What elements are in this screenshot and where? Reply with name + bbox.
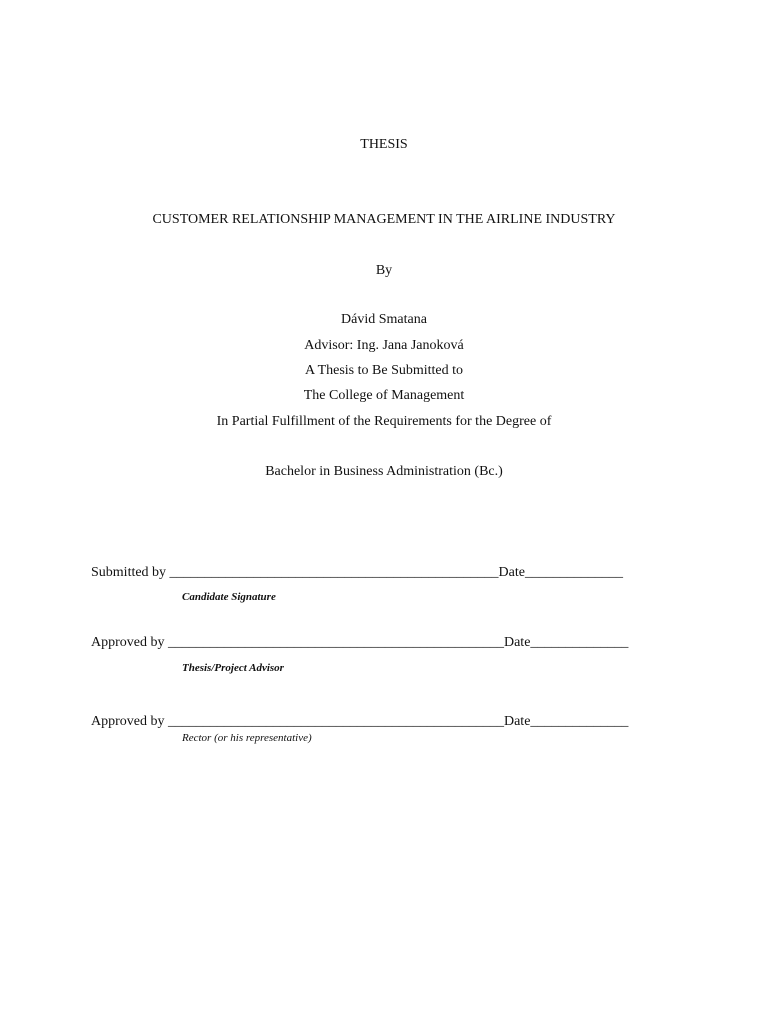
- advisor-approval-signature-line: Approved by ________________________________________________Date______________: [91, 635, 629, 650]
- submitted-by-signature-line: Submitted by _______________________________________________Date______________: [91, 565, 623, 580]
- advisor-signature-caption: Thesis/Project Advisor: [182, 662, 284, 674]
- fulfillment-line: In Partial Fulfillment of the Requirements for the Degree of: [216, 414, 552, 429]
- rector-approval-signature-line: Approved by ________________________________________________Date______________: [91, 714, 629, 729]
- candidate-signature-caption: Candidate Signature: [182, 591, 276, 603]
- advisor-line: Advisor: Ing. Jana Janoková: [304, 338, 464, 353]
- college-line: The College of Management: [303, 388, 465, 403]
- author-name: Dávid Smatana: [341, 312, 427, 327]
- thesis-title: CUSTOMER RELATIONSHIP MANAGEMENT IN THE AIRLINE INDUSTRY: [152, 212, 616, 227]
- document-label: THESIS: [360, 137, 408, 152]
- rector-signature-caption: Rector (or his representative): [182, 732, 312, 744]
- degree-line: Bachelor in Business Administration (Bc.): [265, 464, 503, 479]
- by-label: By: [375, 263, 393, 278]
- submission-line: A Thesis to Be Submitted to: [304, 363, 464, 378]
